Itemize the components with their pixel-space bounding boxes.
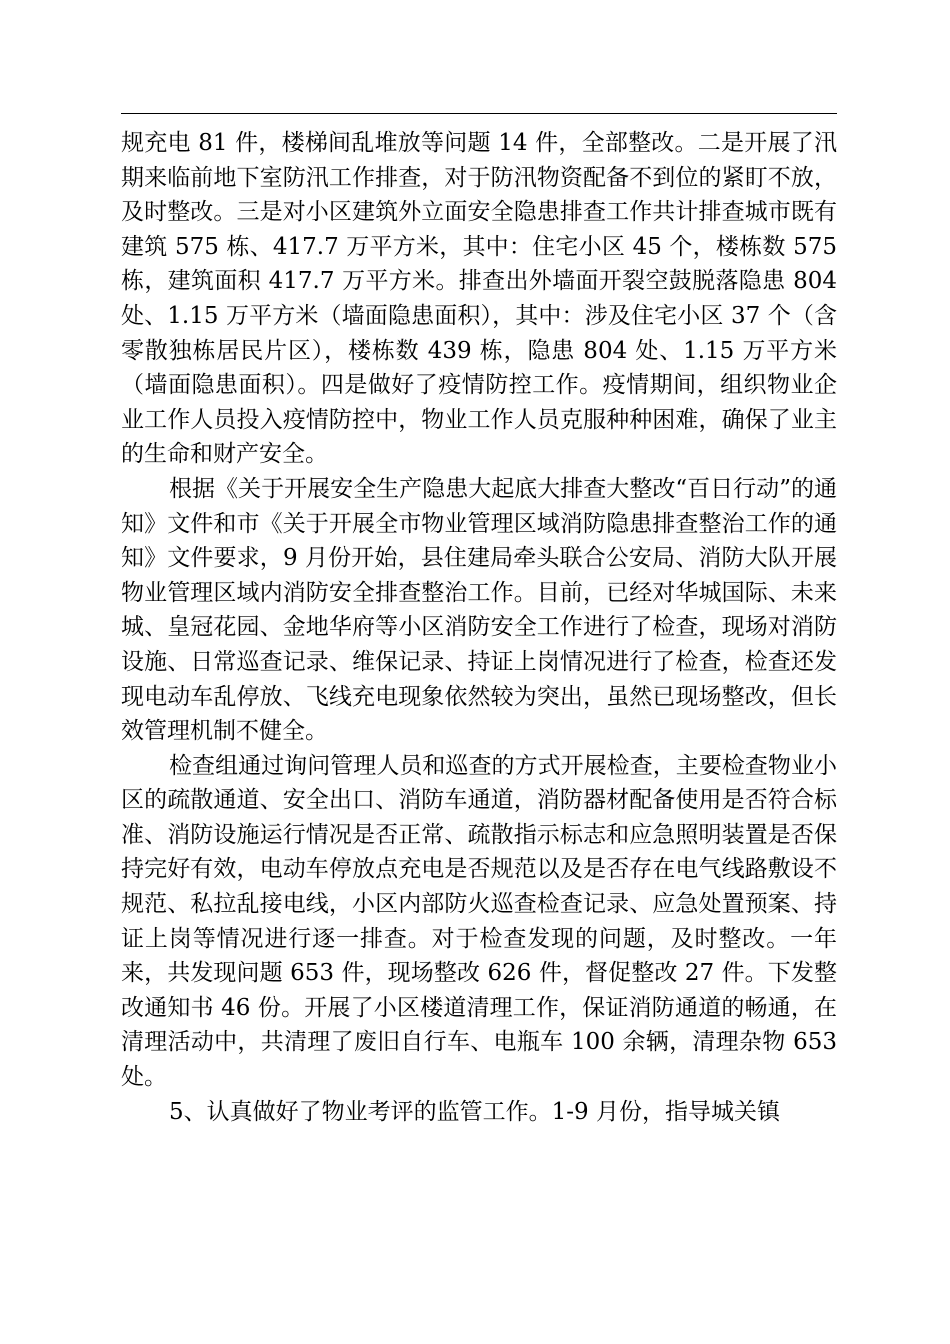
paragraph-4: 5、认真做好了物业考评的监管工作。1-9 月份，指导城关镇 [169,1098,780,1125]
paragraph-2: 根据《关于开展安全生产隐患大起底大排查大整改“百日行动”的通知》文件和市《关于开展全市物业管理区域消防隐患排查整治工作的通知》文件要求，9 月份开始，县住建局牵头联合公安局、消防大队开展物业管理区域内消防安全排查整治工作。目前，已经对华城国际、未来城、皇冠花园、金地华府等小区消防安全工作进行了检查，现场对消防设施、日常巡查记录、维保记录、持证上岗情况进行了检查，检查还发现电动车乱停放、飞线充电现象依然较为突出，虽然已现场整改，但长效管理机制不健全。 [121,475,837,745]
header-rule [121,113,837,114]
paragraph-1: 规充电 81 件，楼梯间乱堆放等问题 14 件，全部整改。二是开展了汛期来临前地下室防汛工作排查，对于防汛物资配备不到位的紧盯不放，及时整改。三是对小区建筑外立面安全隐患排查工作共计排查城市既有建筑 575 栋、417.7 万平方米，其中：住宅小区 45 个，楼栋数 575 栋，建筑面积 417.7 万平方米。排查出外墙面开裂空鼓脱落隐患 804 处、1.15 万平方米（墙面隐患面积），其中：涉及住宅小区 37 个（含零散独栋居民片区），楼栋数 439 栋，隐患 804 处、1.15 万平方米（墙面隐患面积）。四是做好了疫情防控工作。疫情期间，组织物业企业工作人员投入疫情防控中，物业工作人员克服种种困难，确保了业主的生命和财产安全。 [121,130,837,468]
body-text [121,126,837,1129]
paragraph-3: 检查组通过询问管理人员和巡查的方式开展检查，主要检查物业小区的疏散通道、安全出口、消防车通道，消防器材配备使用是否符合标准、消防设施运行情况是否正常、疏散指示标志和应急照明装置是否保持完好有效，电动车停放点充电是否规范以及是否存在电气线路敷设不规范、私拉乱接电线，小区内部防火巡查检查记录、应急处置预案、持证上岗等情况进行逐一排查。对于检查发现的问题，及时整改。一年来，共发现问题 653 件，现场整改 626 件，督促整改 27 件。下发整改通知书 46 份。开展了小区楼道清理工作，保证消防通道的畅通，在清理活动中，共清理了废旧自行车、电瓶车 100 余辆，清理杂物 653 处。 [121,752,837,1091]
